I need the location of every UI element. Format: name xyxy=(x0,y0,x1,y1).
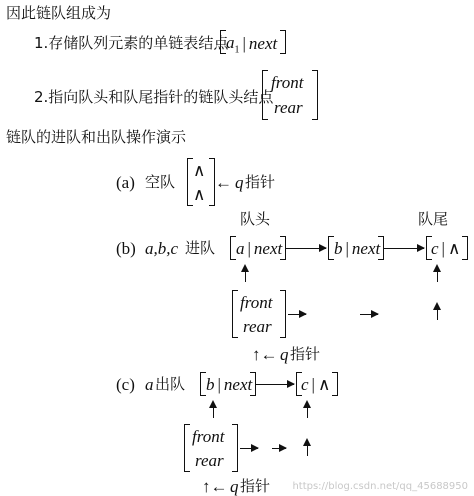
c-node-b-content: b | next xyxy=(206,375,253,394)
c-ptr-text: 指针 xyxy=(240,477,271,495)
a-ptr-text: 指针 xyxy=(245,173,276,191)
b-link-bc xyxy=(384,248,424,249)
c-rear-link xyxy=(272,448,286,449)
b-head-label: 队头 xyxy=(240,210,271,228)
b-link-ab xyxy=(286,248,326,249)
c-q-arrow: ↑← xyxy=(202,477,228,496)
c-vars: a xyxy=(145,375,154,394)
a-text: 空队 xyxy=(145,173,176,191)
c-rear-target-up xyxy=(307,440,308,456)
b-rear-arrow-up xyxy=(437,266,438,282)
a-q: q xyxy=(235,173,244,192)
c-front-arrow-up xyxy=(213,402,214,418)
b-node-a-content: a | next xyxy=(236,239,283,258)
c-front-link xyxy=(240,448,258,449)
c-text: 出队 xyxy=(155,375,186,393)
a-null-front: ∧ xyxy=(193,161,206,180)
b-q: q xyxy=(280,345,289,364)
c-rear: rear xyxy=(195,451,224,470)
b-node-b-content: b | next xyxy=(334,239,381,258)
a-null-rear: ∧ xyxy=(193,185,206,204)
c-q: q xyxy=(230,477,239,496)
c-rear-arrow-up xyxy=(307,402,308,418)
b-node-c-content: c | ∧ xyxy=(431,239,461,258)
b-vars: a,b,c xyxy=(145,239,179,258)
c-node-c-content: c | ∧ xyxy=(301,375,331,394)
b-front-arrow-up xyxy=(245,266,246,282)
intro-text: 因此链队组成为 xyxy=(6,4,112,22)
b-rear-target-up xyxy=(437,304,438,320)
a-label: (a) xyxy=(116,173,135,192)
b-tail-label: 队尾 xyxy=(418,210,449,228)
item2-label: 2.指向队头和队尾指针的链队头结点 xyxy=(34,88,274,106)
c-link-bc xyxy=(256,384,294,385)
b-text: 进队 xyxy=(185,239,216,257)
c-front: front xyxy=(192,427,225,446)
b-q-arrow: ↑← xyxy=(252,345,278,364)
watermark: https://blog.csdn.net/qq_45688950 xyxy=(292,481,468,492)
item1-label: 1.存储队列元素的单链表结点 xyxy=(34,34,229,52)
item2-rear: rear xyxy=(274,98,303,117)
a-arrow: ← xyxy=(215,173,232,192)
c-label: (c) xyxy=(116,375,135,394)
b-rear-link xyxy=(360,314,378,315)
demo-title: 链队的进队和出队操作演示 xyxy=(6,128,187,146)
b-front-link xyxy=(288,314,306,315)
item1-node-content: $a_1$ | next xyxy=(226,33,278,56)
b-ptr-text: 指针 xyxy=(290,345,321,363)
b-front: front xyxy=(240,293,273,312)
b-label: (b) xyxy=(116,239,136,258)
item2-front: front xyxy=(271,73,304,92)
b-rear: rear xyxy=(243,317,272,336)
